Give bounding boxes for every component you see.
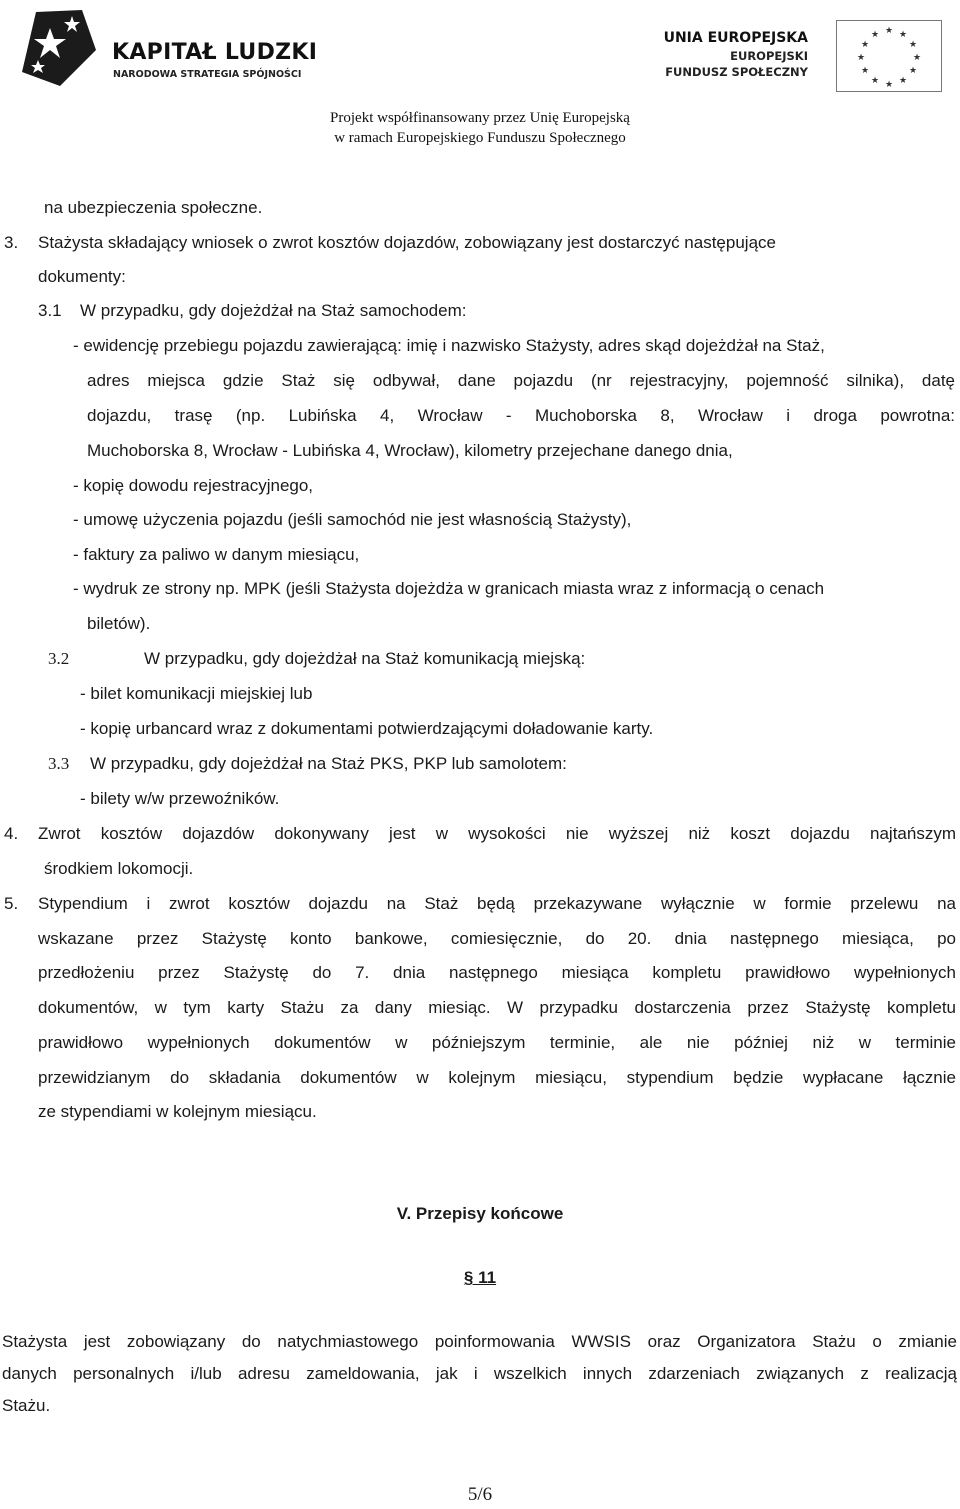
text-line: Muchoborska 8, Wrocław - Lubińska 4, Wrocław), kilometry przejechane danego dnia,: [87, 441, 733, 460]
text-line: biletów).: [87, 614, 151, 633]
page-number: 5/6: [467, 1484, 493, 1505]
text-line: - kopię dowodu rejestracyjnego,: [73, 476, 314, 495]
svg-text:★: ★: [860, 65, 870, 75]
list-number: 5.: [4, 894, 19, 913]
text-line: przewidzianym do składania dokumentów w kolejnym miesiącu, stypendium będzie wypłacane łącznie: [38, 1068, 956, 1087]
text-line: przedłożeniu przez Stażystę do 7. dnia następnego miesiąca kompletu prawidłowo wypełnionych: [38, 963, 956, 982]
svg-text:★: ★: [912, 52, 922, 62]
text-line: - umowę użyczenia pojazdu (jeśli samochód nie jest własnością Stażysty),: [73, 510, 632, 529]
svg-text:★: ★: [908, 39, 918, 49]
text-line: środkiem lokomocji.: [44, 859, 194, 878]
kapital-ludzki-title: KAPITAŁ LUDZKI: [112, 40, 318, 65]
text-line: Stypendium i zwrot kosztów dojazdu na Staż będą przekazywane wyłącznie w formie przelewu na: [38, 894, 956, 913]
section-title: V. Przepisy końcowe: [396, 1204, 564, 1223]
svg-text:★: ★: [884, 79, 894, 89]
kapital-ludzki-star-icon: [16, 6, 100, 88]
eu-logo-line2: EUROPEJSKI: [730, 49, 808, 63]
list-number: 3.3: [48, 754, 70, 773]
text-line: dojazdu, trasę (np. Lubińska 4, Wrocław - Muchoborska 8, Wrocław i droga powrotna:: [87, 406, 955, 425]
svg-text:★: ★: [870, 75, 880, 85]
list-number: 3.2: [48, 649, 70, 668]
text-line: dokumentów, w tym karty Stażu za dany miesiąc. W przypadku dostarczenia przez Stażystę kompletu: [38, 998, 956, 1017]
text-line: - ewidencję przebiegu pojazdu zawierającą: imię i nazwisko Stażysty, adres skąd dojeżdżał na Staż,: [73, 336, 825, 355]
project-cofinanced-line2: w ramach Europejskiego Funduszu Społecznego: [334, 130, 626, 146]
list-number: 4.: [4, 824, 19, 843]
svg-text:★: ★: [860, 39, 870, 49]
text-line: - wydruk ze strony np. MPK (jeśli Stażysta dojeżdża w granicach miasta wraz z informacją o cenach: [73, 579, 825, 598]
eu-logo-line3: FUNDUSZ SPOŁECZNY: [665, 65, 808, 79]
svg-text:★: ★: [898, 75, 908, 85]
eu-social-fund-logo: [663, 20, 950, 90]
text-line: dokumenty:: [38, 267, 126, 286]
text-line: ze stypendiami w kolejnym miesiącu.: [38, 1102, 317, 1121]
text-line: W przypadku, gdy dojeżdżał na Staż PKS, PKP lub samolotem:: [90, 754, 567, 773]
text-line: wskazane przez Stażystę konto bankowe, comiesięcznie, do 20. dnia następnego miesiąca, po: [38, 929, 956, 948]
text-line: W przypadku, gdy dojeżdżał na Staż samochodem:: [80, 301, 467, 320]
page-header: [0, 0, 960, 160]
text-line: - faktury za paliwo w danym miesiącu,: [73, 545, 360, 564]
text-line: danych personalnych i/lub adresu zameldowania, jak i wszelkich innych zdarzeniach związanych z realizacją: [2, 1364, 957, 1383]
list-number: 3.1: [38, 301, 62, 320]
eu-logo-line1: UNIA EUROPEJSKA: [663, 30, 808, 46]
text-line: na ubezpieczenia społeczne.: [44, 198, 263, 217]
text-line: Stażysta jest zobowiązany do natychmiastowego poinformowania WWSIS oraz Organizatora Stażu o zmianie: [2, 1332, 957, 1351]
text-line: Zwrot kosztów dojazdów dokonywany jest w wysokości nie wyższej niż koszt dojazdu najtańszym: [38, 824, 956, 843]
text-line: prawidłowo wypełnionych dokumentów w późniejszym terminie, ale nie później niż w terminie: [38, 1033, 956, 1052]
kapital-ludzki-logo: [16, 6, 316, 88]
text-line: - bilety w/w przewoźników.: [80, 789, 280, 808]
text-line: W przypadku, gdy dojeżdżał na Staż komunikacją miejską:: [144, 649, 586, 668]
eu-flag-icon: [836, 20, 942, 92]
list-number: 3.: [4, 233, 19, 252]
project-cofinanced-line1: Projekt współfinansowany przez Unię Europejską: [330, 110, 630, 126]
text-line: - bilet komunikacji miejskiej lub: [80, 684, 313, 703]
svg-text:★: ★: [856, 52, 866, 62]
text-line: Stażysta składający wniosek o zwrot kosztów dojazdów, zobowiązany jest dostarczyć następujące: [38, 233, 776, 252]
svg-text:★: ★: [884, 25, 894, 35]
svg-text:★: ★: [898, 29, 908, 39]
text-line: adres miejsca gdzie Staż się odbywał, dane pojazdu (nr rejestracyjny, pojemność silnika), datę: [87, 371, 955, 390]
text-line: Stażu.: [2, 1396, 51, 1415]
svg-text:★: ★: [908, 65, 918, 75]
text-line: - kopię urbancard wraz z dokumentami potwierdzającymi doładowanie karty.: [80, 719, 654, 738]
paragraph-mark: § 11: [463, 1268, 497, 1287]
kapital-ludzki-subtitle: NARODOWA STRATEGIA SPÓJNOŚCI: [113, 69, 302, 80]
svg-text:★: ★: [870, 29, 880, 39]
